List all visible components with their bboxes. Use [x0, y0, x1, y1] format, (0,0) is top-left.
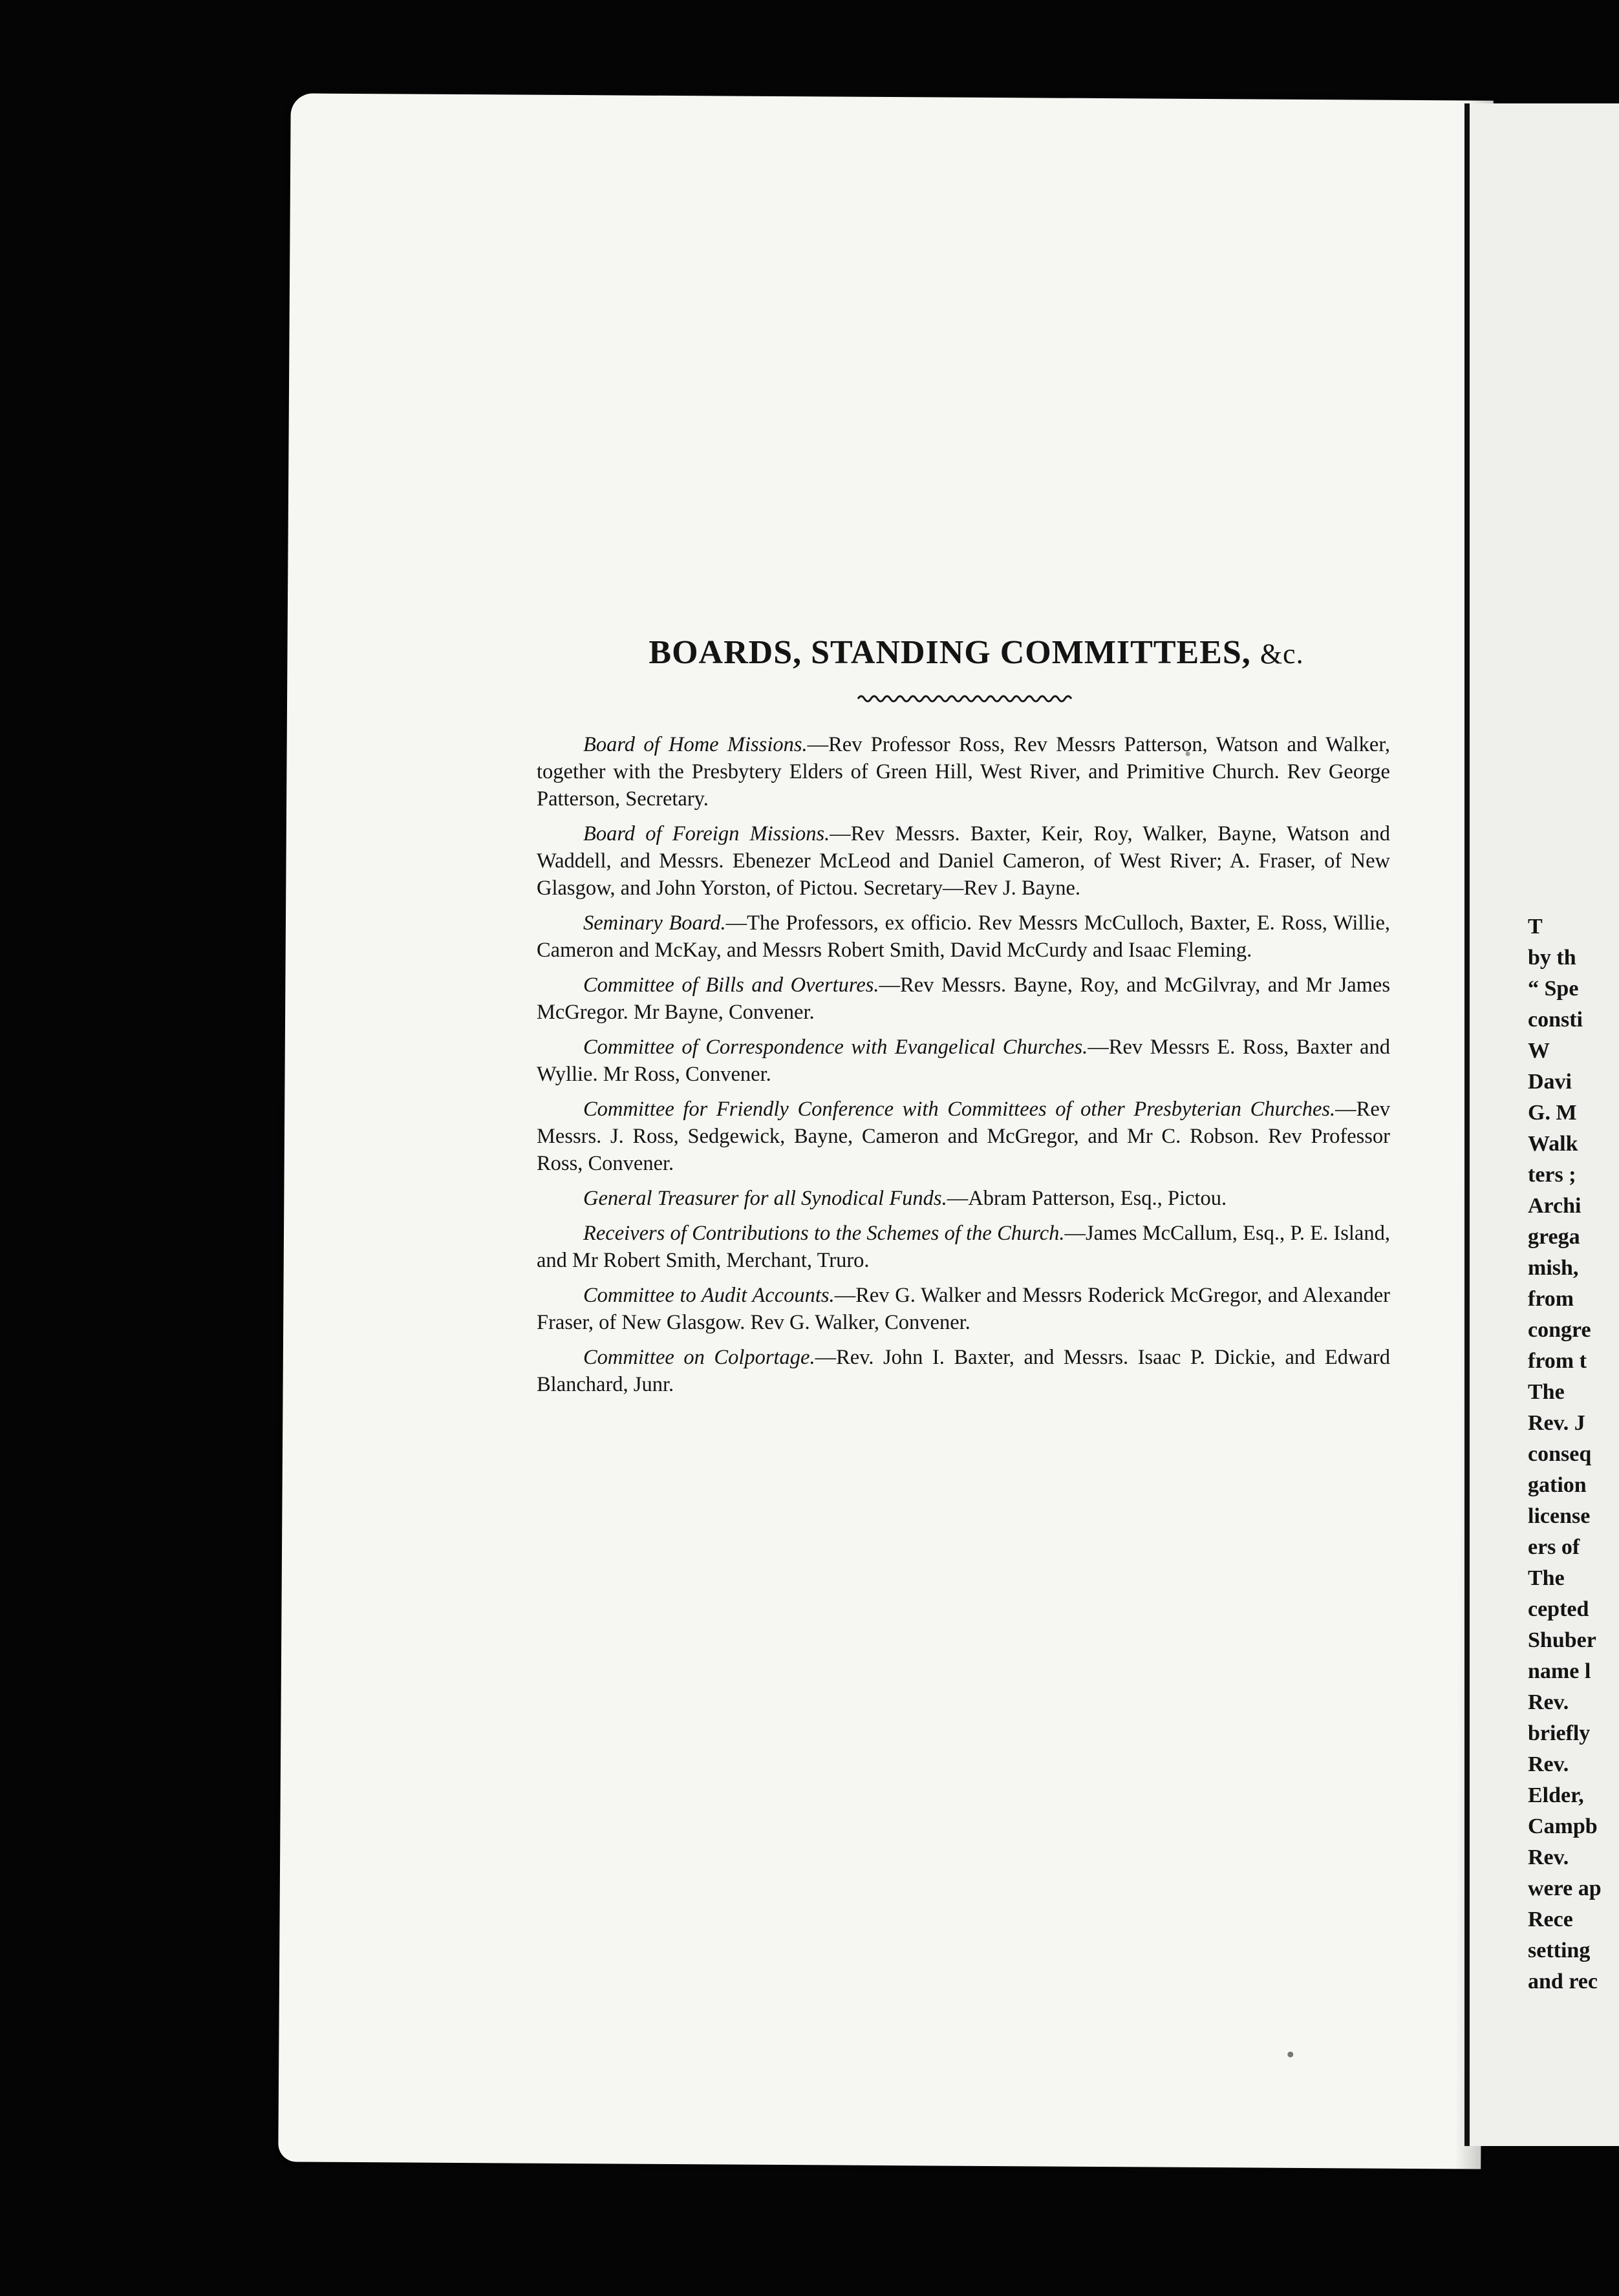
committee-name: Committee to Audit Accounts. [583, 1284, 835, 1307]
facing-page-line: Rev. J [1528, 1411, 1585, 1435]
committee-entry [537, 820, 1390, 902]
facing-page-line: and rec [1528, 1970, 1598, 1993]
committee-members: —Rev Messrs. Bayne, Roy, and McGilvray, and Mr James McGregor. Mr Bayne, Convener. [537, 973, 1390, 1024]
committee-entry [537, 731, 1390, 813]
facing-page-line: conseq [1528, 1442, 1592, 1466]
committee-entry [537, 1096, 1390, 1177]
page-heading [537, 633, 1390, 672]
facing-page-line: consti [1528, 1008, 1583, 1032]
facing-page-text [1528, 911, 1619, 1997]
committee-members: —Rev Messrs. J. Ross, Sedgewick, Bayne, Cameron and McGregor, and Mr C. Robson. Rev Professor Ross, Convener. [537, 1098, 1390, 1175]
committee-members: —The Professors, ex officio. Rev Messrs McCulloch, Baxter, E. Ross, Willie, Cameron and McKay, and Messrs Robert Smith, David McCurdy and Isaac Fleming. [537, 911, 1390, 962]
committee-name: General Treasurer for all Synodical Funds. [583, 1187, 947, 1210]
committee-entry [537, 1034, 1390, 1088]
facing-page-line: license [1528, 1504, 1591, 1528]
committee-members: —Rev Messrs. Baxter, Keir, Roy, Walker, Bayne, Watson and Waddell, and Messrs. Ebenezer McLeod and Daniel Cameron, of West River; A. Fraser, of New Glasgow, and John Yorston, of Pictou. Secretary—Rev J. Bayne. [537, 822, 1390, 900]
committee-name: Receivers of Contributions to the Schemes of the Church. [583, 1222, 1065, 1245]
facing-page-line: ters ; [1528, 1163, 1576, 1187]
committee-entry [537, 1282, 1390, 1336]
facing-page-line: W [1528, 1039, 1550, 1063]
heading-main: BOARDS, STANDING COMMITTEES, [649, 634, 1251, 671]
committee-name: Seminary Board. [583, 911, 726, 935]
facing-page-line: mish, [1528, 1256, 1579, 1280]
committee-name: Committee of Bills and Overtures. [583, 973, 879, 997]
committee-name: Committee on Colportage. [583, 1346, 815, 1369]
facing-page-line: setting [1528, 1939, 1591, 1962]
page-content [537, 633, 1390, 1406]
ink-speck [1287, 2052, 1293, 2057]
committee-members: —James McCallum, Esq., P. E. Island, and Mr Robert Smith, Merchant, Truro. [537, 1222, 1390, 1272]
facing-page-line: Davi [1528, 1070, 1572, 1094]
committee-name: Committee for Friendly Conference with Committees of other Presbyterian Churches. [583, 1098, 1336, 1121]
facing-page-line: were ap [1528, 1876, 1602, 1900]
facing-page-line: The [1528, 1380, 1565, 1404]
facing-page-line: by th [1528, 946, 1576, 970]
facing-page-line: gation [1528, 1473, 1587, 1497]
facing-page-line: Rev. [1528, 1845, 1569, 1869]
facing-page-line: Campb [1528, 1814, 1598, 1838]
facing-page-line: G. M [1528, 1101, 1577, 1125]
facing-page-line: Shuber [1528, 1628, 1596, 1652]
committee-entry [537, 1220, 1390, 1274]
facing-page-line: name l [1528, 1659, 1591, 1683]
facing-page-edge [1464, 103, 1619, 2146]
committee-name: Board of Home Missions. [583, 733, 808, 756]
facing-page-line: from [1528, 1287, 1574, 1311]
committee-entry [537, 1344, 1390, 1398]
facing-page-line: Walk [1528, 1132, 1578, 1156]
facing-page-line: cepted [1528, 1597, 1589, 1621]
committee-name: Committee of Correspondence with Evangelical Churches. [583, 1036, 1088, 1059]
committee-entry [537, 972, 1390, 1026]
committee-members: —Rev G. Walker and Messrs Roderick McGregor, and Alexander Fraser, of New Glasgow. Rev G. Walker, Convener. [537, 1284, 1390, 1334]
facing-page-line: Rece [1528, 1908, 1573, 1931]
committee-members: —Rev Professor Ross, Rev Messrs Patterson, Watson and Walker, together with the Presbytery Elders of Green Hill, West River, and Primitive Church. Rev George Patterson, Secretary. [537, 733, 1390, 811]
facing-page-line: The [1528, 1566, 1565, 1590]
facing-page-line: Elder, [1528, 1783, 1584, 1807]
facing-page-line: T [1528, 915, 1543, 939]
facing-page-line: briefly [1528, 1721, 1591, 1745]
committee-members: —Abram Patterson, Esq., Pictou. [947, 1187, 1227, 1210]
facing-page-line: Rev. [1528, 1690, 1569, 1714]
decorative-wavy-rule [850, 691, 1077, 705]
committee-list [537, 731, 1390, 1398]
committee-members: —Rev Messrs E. Ross, Baxter and Wyllie. Mr Ross, Convener. [537, 1036, 1390, 1086]
heading-etc: &c. [1260, 638, 1304, 670]
facing-page-line: grega [1528, 1225, 1580, 1249]
facing-page-line: ers of [1528, 1535, 1580, 1559]
committee-entry [537, 1185, 1390, 1212]
committee-entry [537, 909, 1390, 964]
facing-page-line: Rev. [1528, 1752, 1569, 1776]
facing-page-line: from t [1528, 1349, 1587, 1373]
committee-members: —Rev. John I. Baxter, and Messrs. Isaac P. Dickie, and Edward Blanchard, Junr. [537, 1346, 1390, 1396]
facing-page-line: congre [1528, 1318, 1591, 1342]
facing-page-line: “ Spe [1528, 977, 1579, 1001]
committee-name: Board of Foreign Missions. [583, 822, 830, 845]
facing-page-line: Archi [1528, 1194, 1581, 1218]
